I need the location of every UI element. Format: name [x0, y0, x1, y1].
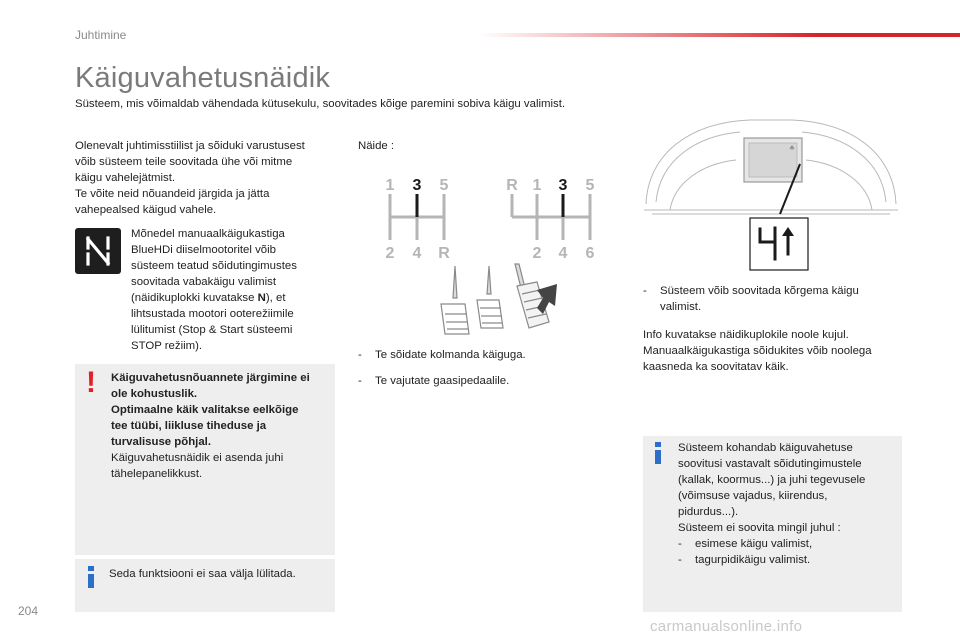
neutral-line: süsteem teatud sõidutingimustes — [131, 260, 297, 272]
page-number: 204 — [18, 604, 39, 618]
warning-bold-line: Käiguvahetusnõuannete järgimine ei — [111, 372, 310, 384]
warning-bold-line: tee tüübi, liikluse tiheduse ja — [111, 420, 267, 432]
gear-label-selected: 3 — [558, 177, 568, 194]
warning-icon: ! — [86, 366, 96, 399]
neutral-line-prefix: (näidikuplokki kuvatakse — [131, 292, 258, 304]
bullet-text: valimist. — [660, 301, 702, 313]
warning-bold-line: Optimaalne käik valitakse eelkõige — [111, 404, 299, 416]
neutral-n-glyph — [75, 228, 121, 274]
neutral-line: soovitada vabakäigu valimist — [131, 276, 276, 288]
gear-label: R — [506, 177, 518, 194]
gear-indicator-zoom — [750, 218, 808, 270]
intro-line: Olenevalt juhtimisstiilist ja sõiduki varustusest — [75, 140, 305, 152]
warning-line: tähelepanelikkust. — [111, 468, 203, 480]
pedals-illustration-icon — [425, 262, 565, 342]
info-right-bullet: - tagurpidikäigu valimist. — [678, 554, 811, 566]
display-gear-digit: 4 — [768, 264, 769, 265]
warning-bold-line: turvalisuse põhjal. — [111, 436, 212, 448]
info-right-line: (võimsuse vajadus, kiirendus, — [678, 490, 828, 502]
info-left-text: Seda funktsiooni ei saa välja lülitada. — [109, 568, 296, 580]
gearbox-6-speed-diagram — [502, 172, 602, 262]
intro-line: võib süsteem teile soovitada ühe või mitme — [75, 156, 293, 168]
gearbox-5-speed-diagram — [380, 172, 460, 262]
neutral-n-letter: N — [257, 292, 266, 304]
example-bullet-2 — [358, 373, 618, 389]
page-subtitle: Süsteem, mis võimaldab vähendada kütusekulu, soovitades kõige paremini sobiva käigu valimist. — [75, 98, 566, 110]
info-right-line: (kallak, koormus...) ja juhi tegevusele — [678, 474, 866, 486]
gear-label: 6 — [585, 245, 595, 262]
info-right-bullet: - esimese käigu valimist, — [678, 538, 813, 550]
gear-label: 2 — [385, 245, 395, 262]
bullet-dash: - — [643, 285, 647, 297]
gear-label-selected: 3 — [412, 177, 422, 194]
bullet-text: Te sõidate kolmanda käiguga. — [375, 349, 526, 361]
neutral-line: STOP režiim). — [131, 340, 203, 352]
warning-bold-line: ole kohustuslik. — [111, 388, 198, 400]
intro-paragraph — [75, 138, 335, 218]
bullet-text: Te vajutate gaasipedaalile. — [375, 375, 510, 387]
right-info-paragraph — [643, 327, 908, 375]
neutral-paragraph — [131, 226, 341, 354]
neutral-line: lihtsustada mootori ooterežiimile — [131, 308, 294, 320]
info-icon — [88, 566, 94, 588]
intro-line: Te võite neid nõuandeid järgida ja jätta — [75, 188, 270, 200]
warning-text — [111, 370, 333, 482]
right-bullet — [643, 283, 903, 315]
info-right-line: pidurdus...). — [678, 506, 739, 518]
bullet-dash: - — [358, 375, 362, 387]
neutral-line — [131, 290, 341, 306]
neutral-line: Mõnedel manuaalkäigukastiga — [131, 228, 285, 240]
info-right-text — [678, 440, 898, 568]
gear-label: 4 — [558, 245, 568, 262]
example-label: Näide : — [358, 140, 395, 152]
example-bullet-1 — [358, 347, 618, 363]
bullet-text: Süsteem võib soovitada kõrgema käigu — [660, 285, 859, 297]
watermark: carmanualsonline.info — [650, 618, 803, 635]
info-icon — [655, 442, 661, 464]
neutral-n-icon — [75, 228, 121, 274]
info-right-line: Süsteem kohandab käiguvahetuse — [678, 442, 853, 454]
intro-line: vahepealsed käigud vahele. — [75, 204, 217, 216]
gear-label: 2 — [532, 245, 542, 262]
gear-label: 1 — [532, 177, 542, 194]
right-info-line: kaasneda ka soovitatav käik. — [643, 361, 789, 373]
right-info-line: Manuaalkäigukastiga sõidukites võib noolega — [643, 345, 872, 357]
gear-label: 5 — [439, 177, 449, 194]
info-right-line: soovitusi vastavalt sõidutingimustele — [678, 458, 862, 470]
gear-label: R — [438, 245, 450, 262]
gear-label: 4 — [412, 245, 422, 262]
instrument-cluster-illustration-icon — [640, 114, 902, 276]
neutral-line-suffix: ), et — [265, 292, 286, 304]
section-label: Juhtimine — [75, 28, 127, 42]
gear-label: 5 — [585, 177, 595, 194]
bullet-dash: - — [358, 349, 362, 361]
intro-line: käigu vahelejätmist. — [75, 172, 176, 184]
gear-label: 1 — [385, 177, 395, 194]
neutral-line: BlueHDi diiselmootoritel võib — [131, 244, 276, 256]
warning-line: Käiguvahetusnäidik ei asenda juhi — [111, 452, 284, 464]
header-accent-bar — [480, 33, 960, 37]
page-title: Käiguvahetusnäidik — [75, 62, 331, 94]
right-info-line: Info kuvatakse näidikuplokile noole kujul. — [643, 329, 849, 341]
neutral-line: lülitumist (Stop & Start süsteemi — [131, 324, 293, 336]
info-right-line: Süsteem ei soovita mingil juhul : — [678, 522, 841, 534]
